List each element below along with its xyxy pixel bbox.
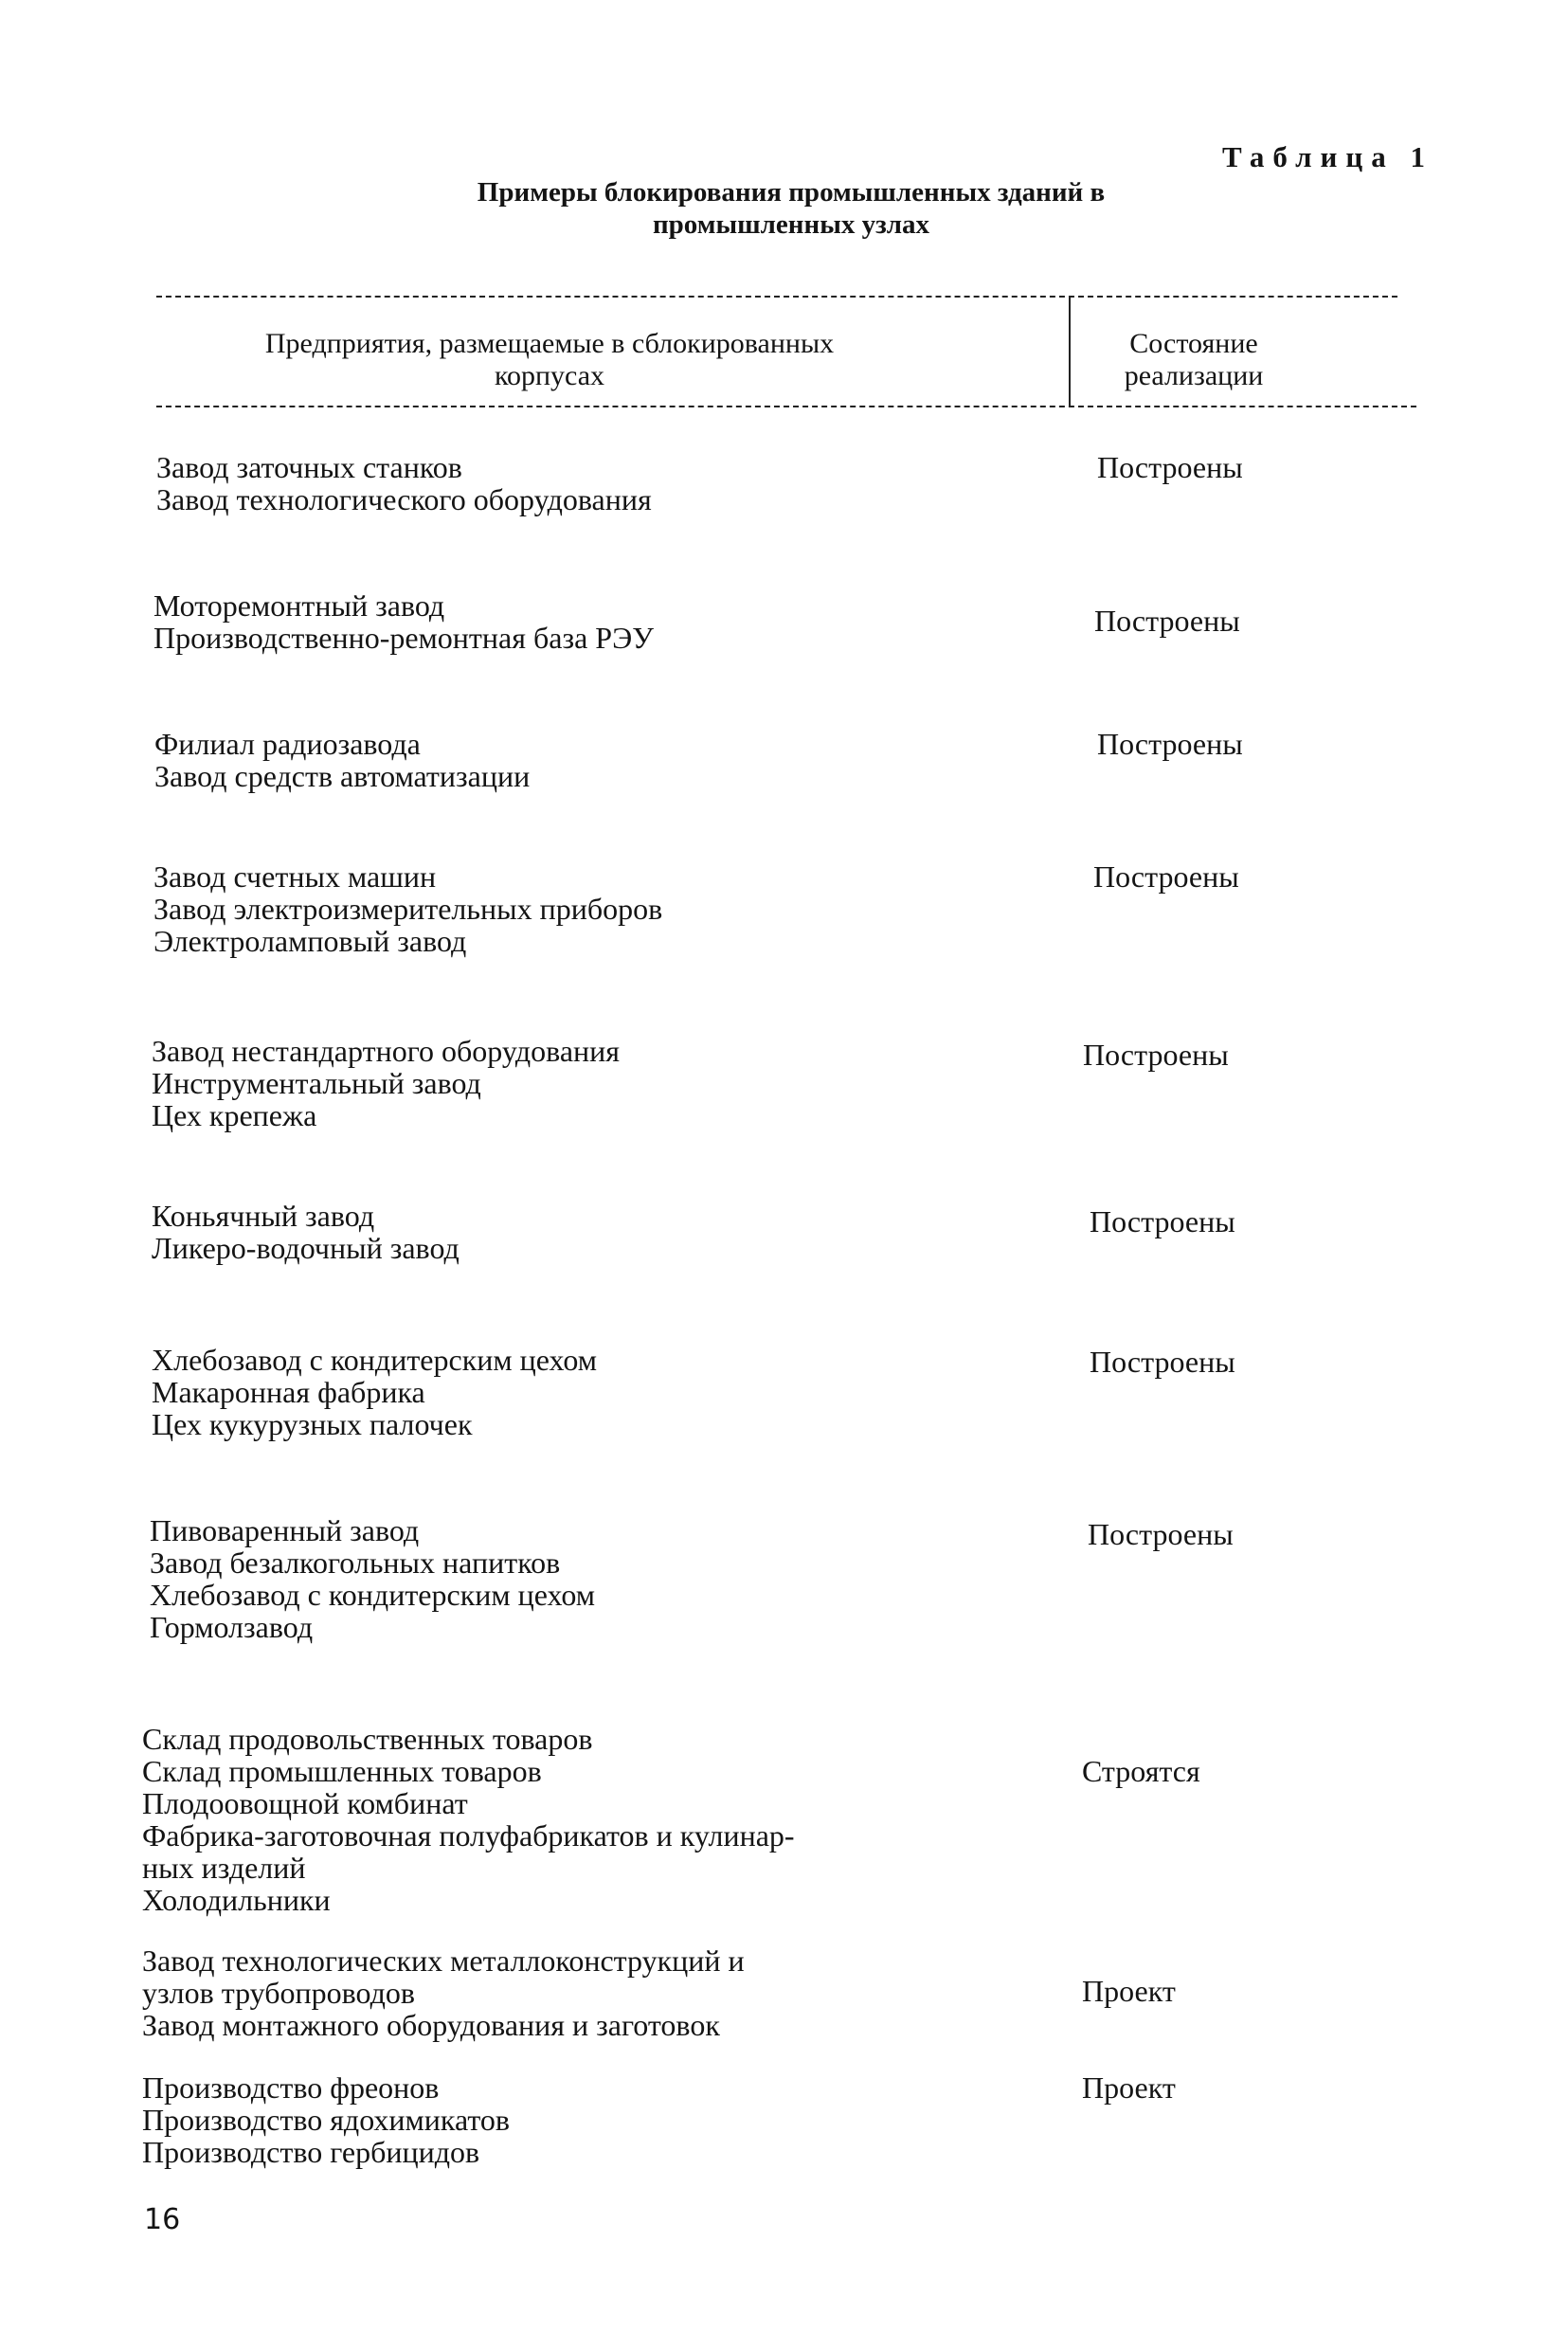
table-row [142,2071,510,2168]
header-status [1080,328,1307,392]
row-9-item-2: Склад промышленных товаров [142,1754,542,1788]
table-row [154,728,530,792]
row-1-item-2: Завод технологического оборудования [156,482,652,516]
row-6-status: Построены [1090,1204,1235,1238]
page-number: 16 [144,2203,181,2236]
row-11-item-3: Производство гербицидов [142,2135,480,2169]
row-2-status: Построены [1094,604,1240,638]
row-9-item-3: Плодоовощной комбинат [142,1786,468,1820]
table-row [142,1944,745,2041]
table-row [152,1200,460,1264]
row-11-item-2: Производство ядохимикатов [142,2103,511,2137]
header-status-line-1: Состояние [1129,328,1258,359]
row-11-item-1: Производство фреонов [142,2070,440,2105]
table-row [156,451,652,515]
row-8-item-3: Хлебозавод с кондитерским цехом [150,1578,595,1612]
table-row [152,1344,597,1440]
row-10-status: Проект [1082,1974,1176,2008]
row-8-item-4: Гормолзавод [150,1610,314,1644]
row-11-status: Проект [1082,2070,1176,2105]
row-2-item-2: Производственно-ремонтная база РЭУ [153,621,654,655]
row-6-item-1: Коньячный завод [152,1199,375,1233]
header-column-divider [1069,296,1071,407]
table-row [142,1723,795,1916]
table-title-line-1: Примеры блокирования промышленных зданий в [477,177,1106,208]
row-4-item-1: Завод счетных машин [153,859,437,894]
row-3-status: Построены [1097,727,1243,761]
row-5-status: Построены [1083,1038,1229,1072]
table-row [150,1514,595,1643]
header-enterprises-line-2: корпусах [494,360,605,391]
row-2-item-1: Моторемонтный завод [153,588,445,623]
row-5-item-1: Завод нестандартного оборудования [152,1034,620,1068]
row-9-status: Строятся [1082,1754,1200,1788]
row-5-item-2: Инструментальный завод [152,1066,481,1100]
row-9-item-1: Склад продовольственных товаров [142,1722,593,1756]
table-row [153,589,654,654]
row-9-item-6: Холодильники [142,1883,331,1917]
row-8-status: Построены [1088,1517,1234,1551]
row-6-item-2: Ликеро-водочный завод [152,1231,460,1265]
row-7-item-2: Макаронная фабрика [152,1375,425,1409]
header-enterprises [161,328,938,392]
table-label: Таблица 1 [1222,140,1433,173]
row-8-item-1: Пивоваренный завод [150,1513,420,1547]
row-5-item-3: Цех крепежа [152,1098,317,1132]
table-row [152,1035,620,1131]
row-7-item-1: Хлебозавод с кондитерским цехом [152,1343,597,1377]
row-3-item-1: Филиал радиозавода [154,727,421,761]
row-10-item-2: узлов трубопроводов [142,1976,416,2010]
row-4-item-3: Электроламповый завод [153,924,467,958]
row-9-item-5: ных изделий [142,1851,306,1885]
row-1-status: Построены [1097,450,1243,484]
row-1-item-1: Завод заточных станков [156,450,462,484]
header-bottom-rule [156,406,1416,407]
header-status-line-2: реализации [1124,360,1264,391]
row-9-item-4: Фабрика-заготовочная полуфабрикатов и кулинар- [142,1818,795,1853]
table-row [153,860,662,957]
row-10-item-1: Завод технологических металлоконструкций и [142,1943,745,1978]
row-8-item-2: Завод безалкогольных напитков [150,1546,561,1580]
row-7-item-3: Цех кукурузных палочек [152,1407,473,1441]
row-4-status: Построены [1093,859,1239,894]
row-3-item-2: Завод средств автоматизации [154,759,531,793]
row-10-item-3: Завод монтажного оборудования и заготовок [142,2008,720,2042]
row-4-item-2: Завод электроизмерительных приборов [153,892,663,926]
table-title-line-2: промышленных узлах [652,209,930,240]
header-top-rule [156,296,1397,298]
row-7-status: Построены [1090,1345,1235,1379]
header-enterprises-line-1: Предприятия, размещаемые в сблокированных [264,328,835,359]
